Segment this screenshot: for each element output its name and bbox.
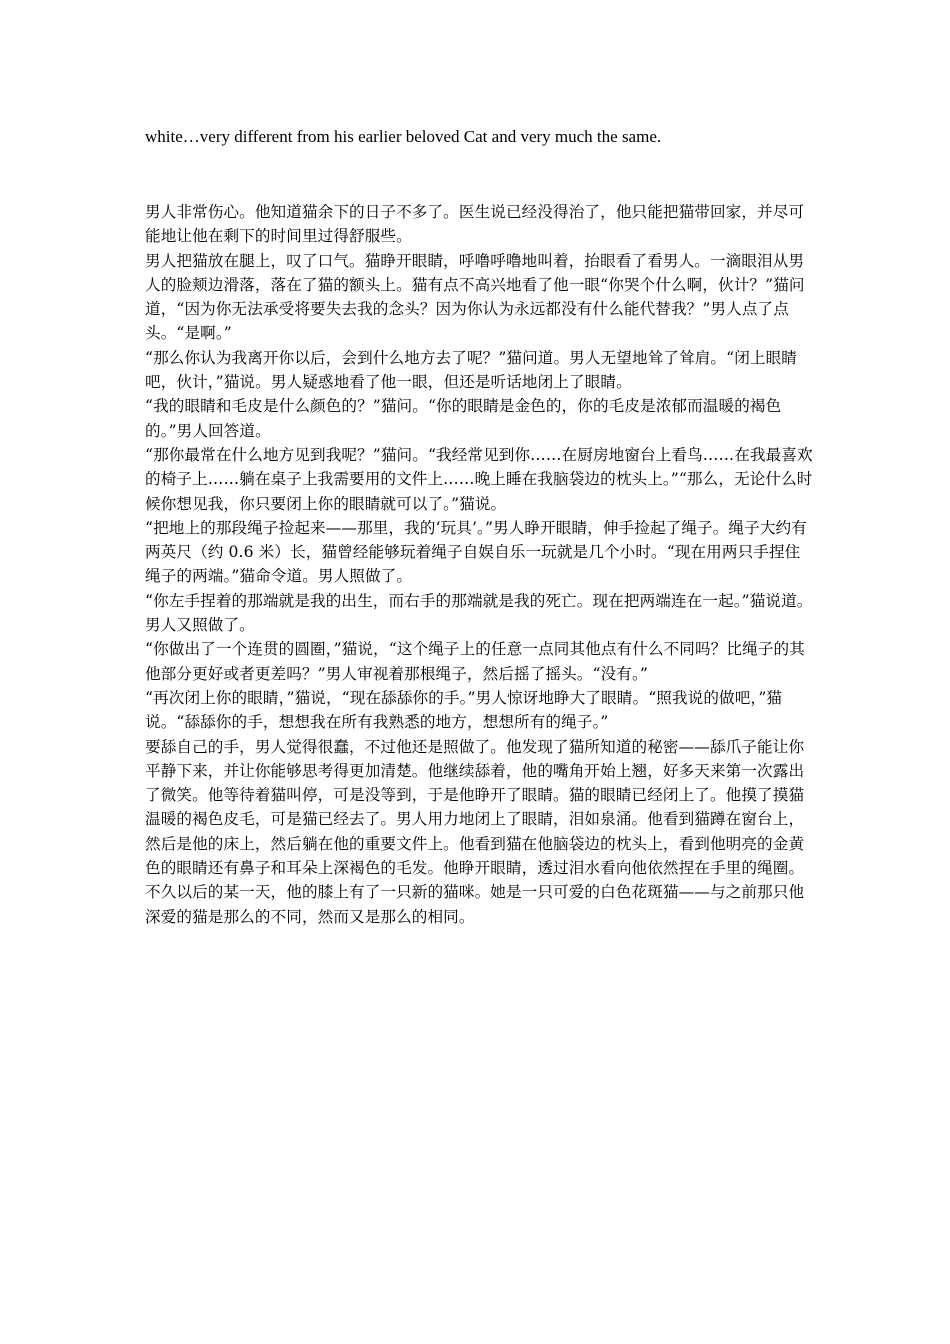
paragraph: 不久以后的某一天，他的膝上有了一只新的猫咪。她是一只可爱的白色花斑猫——与之前那只他深爱的猫是那么的不同，然而又是那么的相同。 — [145, 883, 805, 926]
english-text-line: white…very different from his earlier beloved Cat and very much the same. — [145, 127, 662, 146]
paragraph: 男人非常伤心。他知道猫余下的日子不多了。医生说已经没得治了，他只能把猫带回家，并尽可能地让他在剩下的时间里过得舒服些。 — [145, 203, 805, 246]
paragraph: 要舔自己的手，男人觉得很蠢，不过他还是照做了。他发现了猫所知道的秘密——舔爪子能让你平静下来，并让你能够思考得更加清楚。他继续舔着，他的嘴角开始上翘，好多天来第一次露出了微笑。他等待着猫叫停，可是没等到，于是他睁开了眼睛。猫的眼睛已经闭上了。他摸了摸猫温暖的褐色皮毛，可是猫已经去了。男人用力地闭上了眼睛，泪如泉涌。他看到猫蹲在窗台上，然后是他的床上，然后躺在他的重要文件上。他看到猫在他脑袋边的枕头上，看到他明亮的金黄色的眼睛还有鼻子和耳朵上深褐色的毛发。他睁开眼睛，透过泪水看向他依然捏在手里的绳圈。 — [145, 737, 805, 878]
chinese-story-body — [145, 200, 815, 929]
paragraph: “你做出了一个连贯的圆圈，”猫说，“这个绳子上的任意一点同其他点有什么不同吗？比绳子的其他部分更好或者更差吗？”男人审视着那根绳子，然后摇了摇头。“没有。” — [145, 640, 805, 683]
paragraph: “你左手捏着的那端就是我的出生，而右手的那端就是我的死亡。现在把两端连在一起。”猫说道。男人又照做了。 — [145, 591, 813, 635]
paragraph: “把地上的那段绳子捡起来——那里，我的‘玩具’。”男人睁开眼睛，伸手捡起了绳子。绳子大约有两英尺（约 0.6 米）长，猫曾经能够玩着绳子自娱自乐一玩就是几个小时。“现在用两只手捏住绳子的两端。”猫命令道。男人照做了。 — [145, 518, 807, 586]
paragraph: 男人把猫放在腿上，叹了口气。猫睁开眼睛，呼噜呼噜地叫着，抬眼看了看男人。一滴眼泪从男人的脸颊边滑落，落在了猫的额头上。猫有点不高兴地看了他一眼“你哭个什么啊，伙计？”猫问道，“因为你无法承受将要失去我的念头？因为你认为永远都没有什么能代替我？”男人点了点头。“是啊。” — [145, 251, 805, 343]
paragraph: “我的眼睛和毛皮是什么颜色的？”猫问。“你的眼睛是金色的，你的毛皮是浓郁而温暖的褐色的。”男人回答道。 — [145, 397, 782, 440]
paragraph: “那么你认为我离开你以后，会到什么地方去了呢？”猫问道。男人无望地耸了耸肩。“闭上眼睛吧，伙计，”猫说。男人疑惑地看了他一眼，但还是听话地闭上了眼睛。 — [145, 348, 797, 392]
paragraph: “再次闭上你的眼睛，”猫说，“现在舔舔你的手。”男人惊讶地睁大了眼睛。“照我说的做吧，”猫说。“舔舔你的手，想想我在所有我熟悉的地方，想想所有的绳子。” — [145, 688, 783, 732]
paragraph: “那你最常在什么地方见到我呢？”猫问。“我经常见到你……在厨房地窗台上看鸟……在我最喜欢的椅子上……躺在桌子上我需要用的文件上……晚上睡在我脑袋边的枕头上。”“那么，无论什么时候你想见我，你只要闭上你的眼睛就可以了。”猫说。 — [145, 445, 813, 513]
